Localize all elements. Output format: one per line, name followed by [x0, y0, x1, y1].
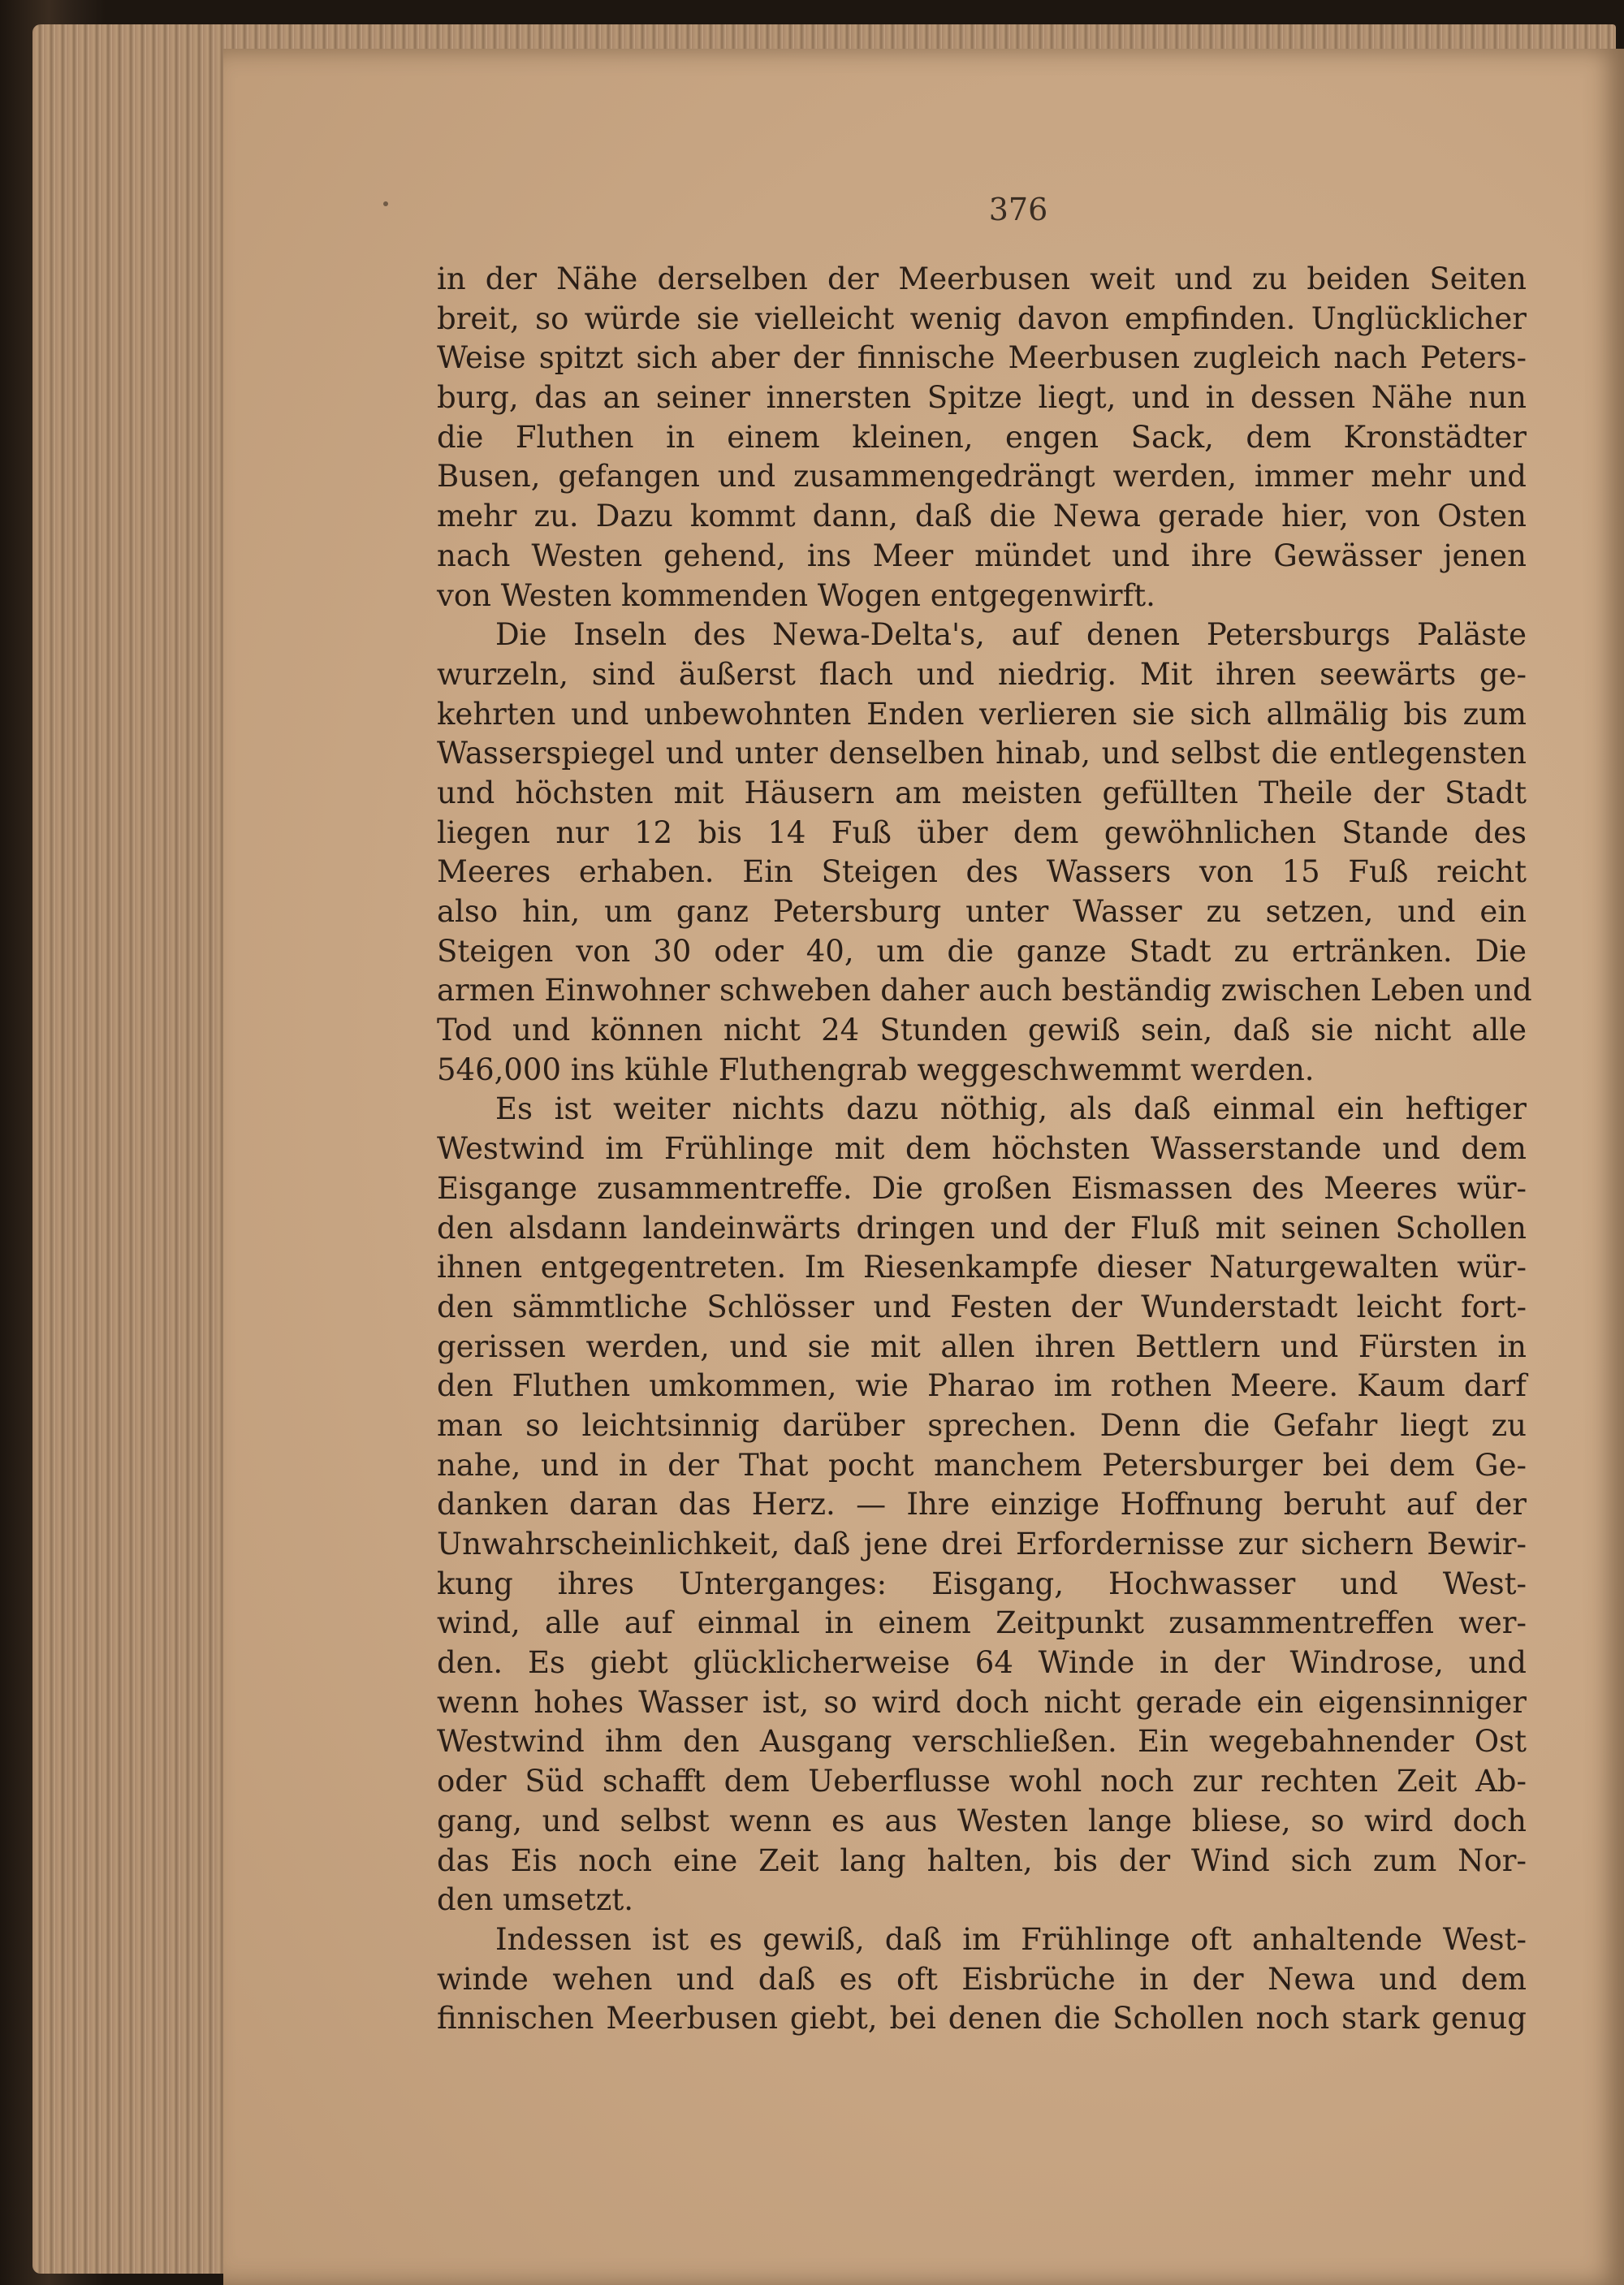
text-line: liegen nur 12 bis 14 Fuß über dem gewöhnlichen Stande des — [437, 814, 1527, 850]
text-line: Tod und können nicht 24 Stunden gewiß sein, daß sie nicht alle — [437, 1013, 1527, 1048]
page-number: 376 — [988, 192, 1048, 227]
text-line: gerissen werden, und sie mit allen ihren Bettlern und Fürsten in — [437, 1328, 1527, 1364]
text-line: Wasserspiegel und unter denselben hinab, und selbst die entlegensten — [437, 736, 1527, 771]
text-line: Eisgange zusammentreffe. Die großen Eismassen des Meeres wür- — [437, 1170, 1527, 1206]
text-line: Westwind im Frühlinge mit dem höchsten Wasserstande und dem — [437, 1131, 1527, 1167]
text-line: den alsdann landeinwärts dringen und der Fluß mit seinen Schollen — [437, 1210, 1527, 1246]
text-line: kehrten und unbewohnten Enden verlieren sie sich allmälig bis zum — [437, 696, 1527, 732]
text-line: nach Westen gehend, ins Meer mündet und ihre Gewässer jenen — [437, 538, 1527, 573]
text-line: gang, und selbst wenn es aus Westen lange bliese, so wird doch — [437, 1803, 1527, 1838]
text-line: und höchsten mit Häusern am meisten gefüllten Theile der Stadt — [437, 775, 1527, 810]
text-line: Busen, gefangen und zusammengedrängt werden, immer mehr und — [437, 459, 1527, 495]
text-line: man so leichtsinnig darüber sprechen. Denn die Gefahr liegt zu — [437, 1407, 1527, 1443]
text-line: den umsetzt. — [437, 1882, 633, 1918]
text-line: finnischen Meerbusen giebt, bei denen die Schollen noch stark genug — [437, 2001, 1527, 2037]
text-line: armen Einwohner schweben daher auch beständig zwischen Leben und — [437, 973, 1532, 1009]
text-line: Weise spitzt sich aber der finnische Meerbusen zugleich nach Peters- — [437, 340, 1527, 376]
text-line: den sämmtliche Schlösser und Festen der Wunderstadt leicht fort- — [437, 1289, 1527, 1324]
text-line: den Fluthen umkommen, wie Pharao im rothen Meere. Kaum darf — [437, 1368, 1527, 1404]
text-line: also hin, um ganz Petersburg unter Wasser zu setzen, und ein — [437, 894, 1527, 929]
text-line: wind, alle auf einmal in einem Zeitpunkt zusammentreffen wer- — [437, 1605, 1527, 1641]
text-line: in der Nähe derselben der Meerbusen weit und zu beiden Seiten — [437, 261, 1527, 296]
text-line: mehr zu. Dazu kommt dann, daß die Newa gerade hier, von Osten — [437, 499, 1527, 534]
text-line: Steigen von 30 oder 40, um die ganze Stadt zu ertränken. Die — [437, 933, 1527, 969]
text-line: den. Es giebt glücklicherweise 64 Winde in der Windrose, und — [437, 1645, 1527, 1681]
text-line: Unwahrscheinlichkeit, daß jene drei Erfordernisse zur sichern Bewir- — [437, 1527, 1527, 1561]
text-line: Indessen ist es gewiß, daß im Frühlinge oft anhaltende West- — [495, 1921, 1527, 1957]
text-line: ihnen entgegentreten. Im Riesenkampfe dieser Naturgewalten wür- — [437, 1250, 1527, 1285]
text-line: wurzeln, sind äußerst flach und niedrig. Mit ihren seewärts ge- — [437, 656, 1527, 692]
text-line: das Eis noch eine Zeit lang halten, bis der Wind sich zum Nor- — [437, 1842, 1527, 1878]
text-line: kung ihres Unterganges: Eisgang, Hochwasser und West- — [437, 1566, 1527, 1601]
text-line: Es ist weiter nichts dazu nöthig, als daß einmal ein heftiger — [495, 1091, 1527, 1127]
text-line: winde wehen und daß es oft Eisbrüche in der Newa und dem — [437, 1961, 1527, 1997]
text-line: Meeres erhaben. Ein Steigen des Wassers von 15 Fuß reicht — [437, 854, 1527, 890]
text-line: Die Inseln des Newa-Delta's, auf denen Petersburgs Paläste — [495, 617, 1527, 653]
text-line: oder Süd schafft dem Ueberflusse wohl noch zur rechten Zeit Ab- — [437, 1764, 1527, 1799]
text-line: wenn hohes Wasser ist, so wird doch nicht gerade ein eigensinniger — [437, 1684, 1527, 1720]
text-line: nahe, und in der That pocht manchem Petersburger bei dem Ge- — [437, 1447, 1527, 1483]
text-line: von Westen kommenden Wogen entgegenwirft. — [437, 577, 1155, 613]
ink-speck — [383, 201, 388, 206]
text-line: burg, das an seiner innersten Spitze liegt, und in dessen Nähe nun — [437, 380, 1527, 416]
body-text — [437, 260, 1532, 2039]
text-line: danken daran das Herz. — Ihre einzige Hoffnung beruht auf der — [437, 1487, 1527, 1523]
text-line: die Fluthen in einem kleinen, engen Sack, dem Kronstädter — [437, 419, 1527, 455]
text-line: 546,000 ins kühle Fluthengrab weggeschwemmt werden. — [437, 1052, 1315, 1087]
text-line: Westwind ihm den Ausgang verschließen. Ein wegebahnender Ost — [437, 1724, 1527, 1760]
text-line: breit, so würde sie vielleicht wenig davon empfinden. Unglücklicher — [437, 300, 1527, 336]
